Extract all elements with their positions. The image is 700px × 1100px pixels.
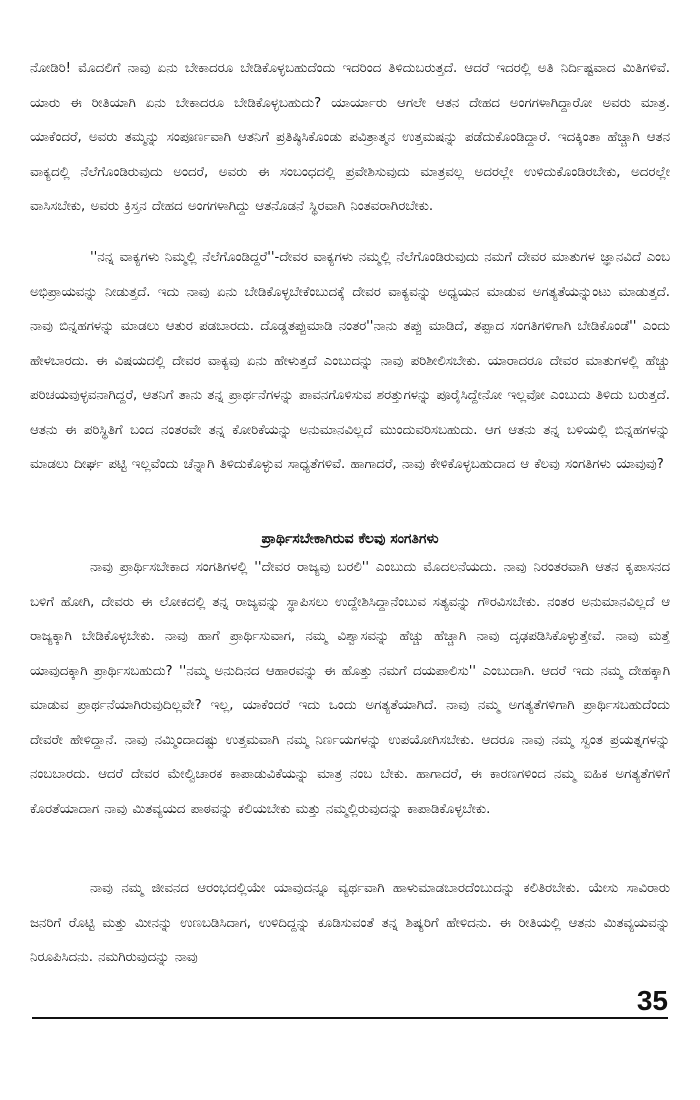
page-number: 35: [636, 985, 668, 1016]
paragraph-3: ನಾವು ಪ್ರಾರ್ಥಿಸಬೇಕಾದ ಸಂಗತಿಗಳಲ್ಲಿ ''ದೇವರ ರಾಜ್ಯವು ಬರಲಿ'' ಎಂಬುದು ಮೊದಲನೆಯದು. ನಾವು ನಿರಂತರವಾಗಿ ಆತನ ಕೃಪಾಸನದ ಬಳಿಗೆ ಹೋಗಿ, ದೇವರು ಈ ಲೋಕದಲ್ಲಿ ತನ್ನ ರಾಜ್ಯವನ್ನು ಸ್ಥಾಪಿಸಲು ಉದ್ದೇಶಿಸಿದ್ದಾನೆಂಬುವ ಸತ್ಯವನ್ನು ಗೌರವಿಸಬೇಕು. ನಂತರ ಅನುಮಾನವಿಲ್ಲದೆ ಆ ರಾಜ್ಯಕ್ಕಾಗಿ ಬೇಡಿಕೊಳ್ಳಬೇಕು. ನಾವು ಹಾಗೆ ಪ್ರಾರ್ಥಿಸುವಾಗ, ನಮ್ಮ ವಿಶ್ವಾಸವನ್ನು ಹೆಚ್ಚು ಹೆಚ್ಚಾಗಿ ನಾವು ದೃಢಪಡಿಸಿಕೊಳ್ಳುತ್ತೇವೆ. ನಾವು ಮತ್ತೆ ಯಾವುದಕ್ಕಾಗಿ ಪ್ರಾರ್ಥಿಸಬಹುದು? ''ನಮ್ಮ ಅನುದಿನದ ಆಹಾರವನ್ನು ಈ ಹೊತ್ತು ನಮಗೆ ದಯಪಾಲಿಸು'' ಎಂಬುದಾಗಿ. ಆದರೆ ಇದು ನಮ್ಮ ದೇಹಕ್ಕಾಗಿ ಮಾಡುವ ಪ್ರಾರ್ಥನೆಯಾಗಿರುವುದಿಲ್ಲವೇ? ಇಲ್ಲ, ಯಾಕೆಂದರೆ ಇದು ಒಂದು ಅಗತ್ಯತೆಯಾಗಿದೆ. ನಾವು ನಮ್ಮ ಅಗತ್ಯತೆಗಳಿಗಾಗಿ ಪ್ರಾರ್ಥಿಸಬಹುದೆಂದು ದೇವರೇ ಹೇಳಿದ್ದಾನೆ. ನಾವು ನಮ್ಮಿಂದಾದಷ್ಟು ಉತ್ತಮವಾಗಿ ನಮ್ಮ ನಿರ್ಣಯಗಳನ್ನು ಉಪಯೋಗಿಸಬೇಕು. ಆದರೂ ನಾವು ನಮ್ಮ ಸ್ವಂತ ಪ್ರಯತ್ನಗಳನ್ನು ನಂಬಬಾರದು. ಆದರೆ ದೇವರ ಮೇಲ್ವಿಚಾರಕ ಕಾಪಾಡುವಿಕೆಯನ್ನು ಮಾತ್ರ ನಂಬ ಬೇಕು. ಹಾಗಾದರೆ, ಈ ಕಾರಣಗಳಿಂದ ನಮ್ಮ ಐಹಿಕ ಅಗತ್ಯತೆಗಳಿಗೆ ಕೊರತೆಯಾದಾಗ ನಾವು ಮಿತವ್ಯಯದ ಪಾಠವನ್ನು ಕಲಿಯಬೇಕು ಮತ್ತು ನಮ್ಮಲ್ಲಿರುವುದನ್ನು ಕಾಪಾಡಿಕೊಳ್ಳಬೇಕು.: [30, 560, 670, 817]
paragraph-4: ನಾವು ನಮ್ಮ ಜೀವನದ ಆರಂಭದಲ್ಲಿಯೇ ಯಾವುದನ್ನೂ ವ್ಯರ್ಥವಾಗಿ ಹಾಳುಮಾಡಬಾರದೆಂಬುದನ್ನು ಕಲಿತಿರಬೇಕು. ಯೇಸು ಸಾವಿರಾರು ಜನರಿಗೆ ರೊಟ್ಟಿ ಮತ್ತು ಮೀನನ್ನು ಉಣಬಡಿಸಿದಾಗ, ಉಳಿದಿದ್ದನ್ನು ಕೂಡಿಸುವಂತೆ ತನ್ನ ಶಿಷ್ಯರಿಗೆ ಹೇಳಿದನು. ಈ ರೀತಿಯಲ್ಲಿ ಆತನು ಮಿತವ್ಯಯವನ್ನು ನಿರೂಪಿಸಿದನು. ನಮಗಿರುವುದನ್ನು ನಾವು: [30, 881, 670, 965]
paragraph-2: ''ನನ್ನ ವಾಕ್ಯಗಳು ನಿಮ್ಮಲ್ಲಿ ನೆಲೆಗೊಂಡಿದ್ದರೆ''-ದೇವರ ವಾಕ್ಯಗಳು ನಮ್ಮಲ್ಲಿ ನೆಲೆಗೊಂಡಿರುವುದು ನಮಗೆ ದೇವರ ಮಾತುಗಳ ಜ್ಞಾನವಿದೆ ಎಂಬ ಅಭಿಪ್ರಾಯವನ್ನು ನೀಡುತ್ತದೆ. ಇದು ನಾವು ಏನು ಬೇಡಿಕೊಳ್ಳಬೇಕೆಂಬುದಕ್ಕೆ ದೇವರ ವಾಕ್ಯವನ್ನು ಅಧ್ಯಯನ ಮಾಡುವ ಅಗತ್ಯತೆಯನ್ನುಂಟು ಮಾಡುತ್ತದೆ. ನಾವು ಬಿನ್ನಹಗಳನ್ನು ಮಾಡಲು ಆತುರ ಪಡಬಾರದು. ದೊಡ್ಡತಪ್ಪುಮಾಡಿ ನಂತರ''ನಾನು ತಪ್ಪು ಮಾಡಿದೆ, ತಪ್ಪಾದ ಸಂಗತಿಗಳಿಗಾಗಿ ಬೇಡಿಕೊಂಡೆ'' ಎಂದು ಹೇಳಬಾರದು. ಈ ವಿಷಯದಲ್ಲಿ ದೇವರ ವಾಕ್ಯವು ಏನು ಹೇಳುತ್ತದೆ ಎಂಬುದನ್ನು ನಾವು ಪರಿಶೀಲಿಸಬೇಕು. ಯಾರಾದರೂ ದೇವರ ಮಾತುಗಳಲ್ಲಿ ಹೆಚ್ಚು ಪರಿಚಯವುಳ್ಳವನಾಗಿದ್ದರೆ, ಆತನಿಗೆ ತಾನು ತನ್ನ ಪ್ರಾರ್ಥನೆಗಳನ್ನು ಪಾವನಗೊಳಿಸುವ ಶರತ್ತುಗಳನ್ನು ಪೂರೈಸಿದ್ದೇನೋ ಇಲ್ಲವೋ ಎಂಬುದು ತಿಳಿದು ಬರುತ್ತದೆ. ಆತನು ಈ ಪರಿಸ್ಥಿತಿಗೆ ಬಂದ ನಂತರವೇ ತನ್ನ ಕೋರಿಕೆಯನ್ನು ಅನುಮಾನವಿಲ್ಲದೆ ಮುಂದುವರಿಸಬಹುದು. ಆಗ ಆತನು ತನ್ನ ಬಳಿಯಲ್ಲಿ ಬಿನ್ನಹಗಳನ್ನು ಮಾಡಲು ದೀರ್ಘ ಪಟ್ಟಿ ಇಲ್ಲವೆಂದು ಚೆನ್ನಾಗಿ ತಿಳಿದುಕೊಳ್ಳುವ ಸಾಧ್ಯತೆಗಳಿವೆ. ಹಾಗಾದರೆ, ನಾವು ಕೇಳಿಕೊಳ್ಳಬಹುದಾದ ಆ ಕೆಲವು ಸಂಗತಿಗಳು ಯಾವುವು?: [30, 250, 670, 472]
footer-rule: [32, 1017, 668, 1019]
section-heading: ಪ್ರಾರ್ಥಿಸಬೇಕಾಗಿರುವ ಕೆಲವು ಸಂಗತಿಗಳು: [261, 531, 439, 547]
paragraph-1: ನೋಡಿರಿ! ಮೊದಲಿಗೆ ನಾವು ಏನು ಬೇಕಾದರೂ ಬೇಡಿಕೊಳ್ಳಬಹುದೆಂದು ಇದರಿಂದ ತಿಳಿದುಬರುತ್ತದೆ. ಆದರೆ ಇದರಲ್ಲಿ ಅತಿ ನಿರ್ದಿಷ್ಟವಾದ ಮಿತಿಗಳಿವೆ. ಯಾರು ಈ ರೀತಿಯಾಗಿ ಏನು ಬೇಕಾದರೂ ಬೇಡಿಕೊಳ್ಳಬಹುದು? ಯಾರ್ಯಾರು ಆಗಲೇ ಆತನ ದೇಹದ ಅಂಗಗಳಾಗಿದ್ದಾರೋ ಅವರು ಮಾತ್ರ. ಯಾಕೆಂದರೆ, ಅವರು ತಮ್ಮನ್ನು ಸಂಪೂರ್ಣವಾಗಿ ಆತನಿಗೆ ಪ್ರತಿಷ್ಠಿಸಿಕೊಂಡು ಪವಿತ್ರಾತ್ಮನ ಉತ್ತಮಷನ್ನು ಪಡೆದುಕೊಂಡಿದ್ದಾರೆ. ಇದಕ್ಕಿಂತಾ ಹೆಚ್ಚಾಗಿ ಆತನ ವಾಕ್ಯದಲ್ಲಿ ನೆಲೆಗೊಂಡಿರುವುದು ಅಂದರೆ, ಅವರು ಈ ಸಂಬಂಧದಲ್ಲಿ ಪ್ರವೇಶಿಸುವುದು ಮಾತ್ರವಲ್ಲ ಅದರಲ್ಲೇ ಉಳಿದುಕೊಂಡಿರಬೇಕು, ಅದರಲ್ಲೇ ವಾಸಿಸಬೇಕು, ಅವರು ಕ್ರಿಸ್ತನ ದೇಹದ ಅಂಗಗಳಾಗಿದ್ದು ಆತನೊಡನೆ ಸ್ಥಿರವಾಗಿ ನಿಂತವರಾಗಿರಬೇಕು.: [30, 61, 670, 214]
